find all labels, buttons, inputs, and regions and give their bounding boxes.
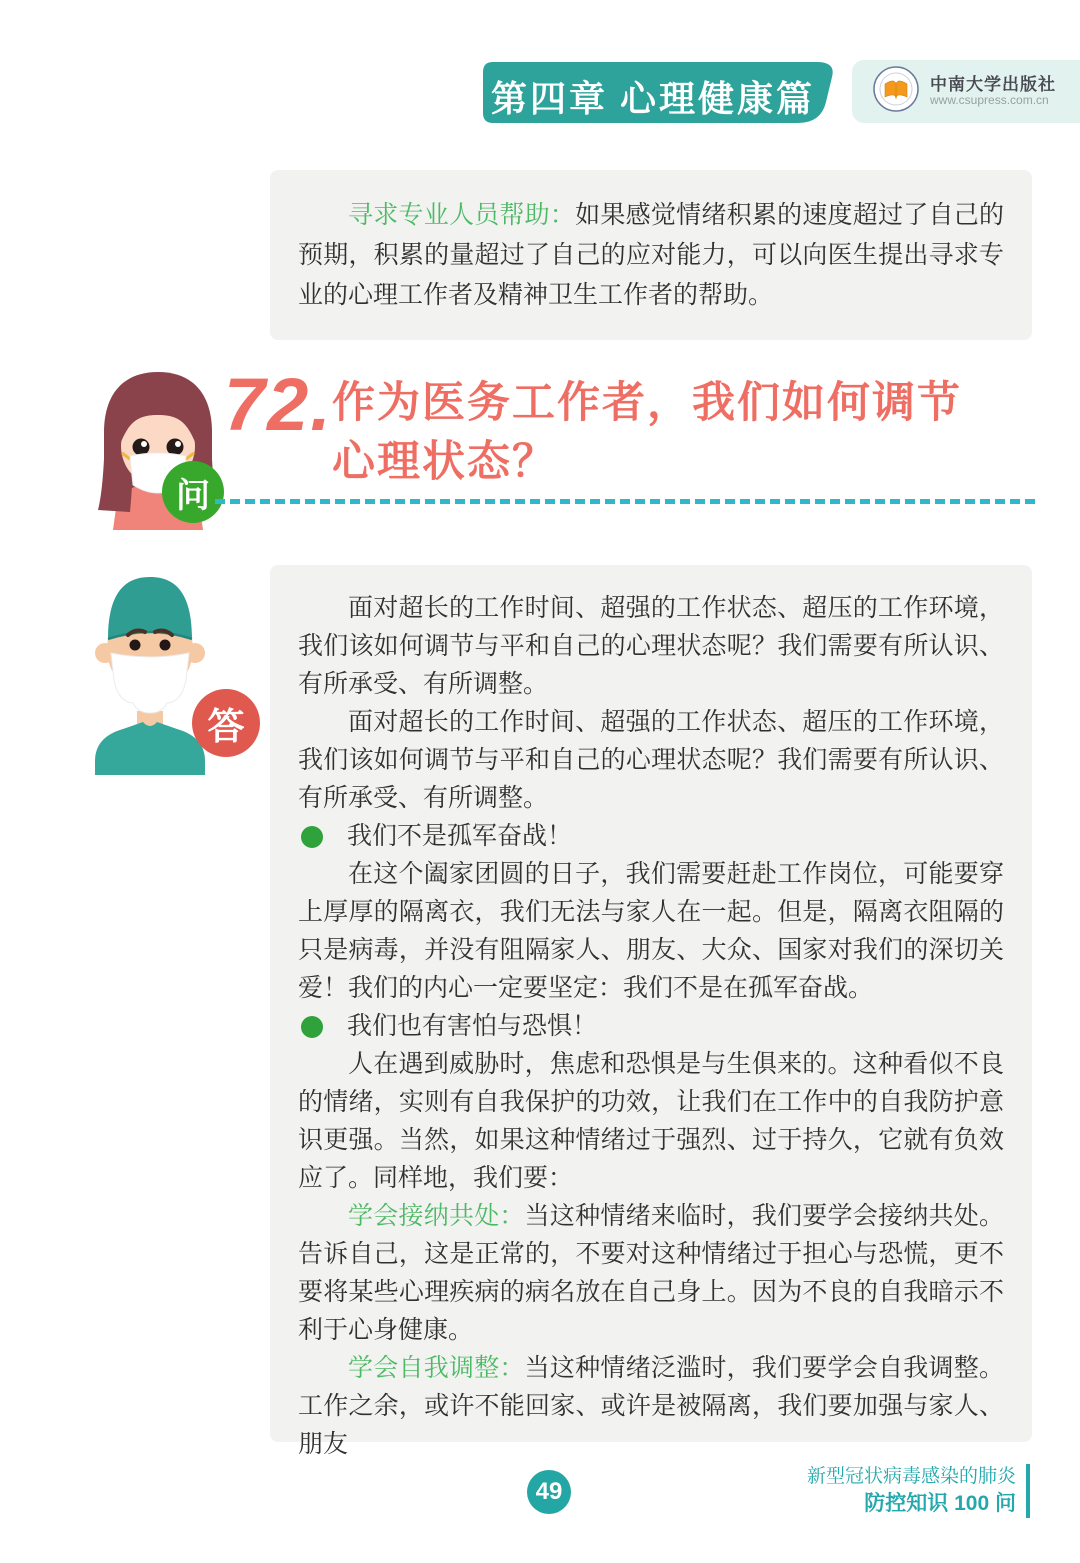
bullet-point (298, 818, 1004, 856)
advice-paragraph (298, 1198, 1004, 1350)
publisher-seal-icon (872, 65, 920, 118)
bullet-point (298, 1008, 1004, 1046)
bullet-body: 在这个阖家团圆的日子，我们需要赶赴工作岗位，可能要穿上厚厚的隔离衣，我们无法与家人在一起。但是，隔离衣阻隔的只是病毒，并没有阻隔家人、朋友、大众、国家对我们的深切关爱！我们的内心一定要坚定：我们不是在孤军奋战。 (298, 861, 1004, 1002)
publisher-url: www.csupress.com.cn (930, 93, 1049, 108)
tip-label: 寻求专业人员帮助： (348, 202, 576, 229)
tip-paragraph (298, 196, 1004, 316)
question-title-line1: 作为医务工作者，我们如何调节 (332, 379, 962, 427)
question-title (332, 374, 1032, 492)
bullet-dot-icon (301, 826, 323, 848)
dashed-divider (215, 499, 1035, 504)
bullet-dot-icon (301, 1016, 323, 1038)
book-title-line2: 防控知识 100 问 (864, 1492, 1016, 1515)
advice-paragraph (298, 1350, 1004, 1464)
bullet-title: 我们也有害怕与恐惧！ (347, 1013, 598, 1040)
chapter-title: 第四章 心理健康篇 (490, 79, 815, 119)
publisher-plate (852, 60, 1080, 123)
answer-paragraph: 面对超长的工作时间、超强的工作状态、超压的工作环境，我们该如何调节与平和自己的心理状态呢？我们需要有所认识、有所承受、有所调整。 (298, 709, 1004, 812)
advice-text: 当这种情绪泛滥时，我们要学会自我调整。工作之余，或许不能回家、或许是被隔离，我们要加强与家人、朋友 (298, 1355, 1004, 1458)
page-number-badge: 49 (527, 1470, 571, 1514)
ask-badge: 问 (162, 461, 224, 523)
book-title (807, 1464, 1030, 1518)
answer-box (270, 565, 1032, 1458)
book-title-line1: 新型冠状病毒感染的肺炎 (806, 1466, 1016, 1487)
advice-label: 学会接纳共处： (348, 1203, 525, 1230)
publisher-name: 中南大学出版社 (930, 74, 1056, 94)
answer-badge: 答 (192, 689, 260, 757)
question-number: 72. (224, 363, 333, 446)
question-title-line2: 心理状态？ (332, 438, 557, 486)
answer-paragraph: 面对超长的工作时间、超强的工作状态、超压的工作环境，我们该如何调节与平和自己的心理状态呢？我们需要有所认识、有所承受、有所调整。 (298, 595, 1004, 698)
bullet-title: 我们不是孤军奋战！ (347, 823, 573, 850)
advice-text: 当这种情绪来临时，我们要学会接纳共处。告诉自己，这是正常的，不要对这种情绪过于担心与恐慌，更不要将某些心理疾病的病名放在自己身上。因为不良的自我暗示不利于心身健康。 (298, 1203, 1004, 1344)
tip-box (270, 170, 1032, 340)
chapter-banner (483, 62, 846, 123)
bullet-body: 人在遇到威胁时，焦虑和恐惧是与生俱来的。这种看似不良的情绪，实则有自我保护的功效，让我们在工作中的自我防护意识更强。当然，如果这种情绪过于强烈、过于持久，它就有负效应了。同样地，我们要： (298, 1051, 1004, 1192)
tip-text: 如果感觉情绪积累的速度超过了自己的预期，积累的量超过了自己的应对能力，可以向医生提出寻求专业的心理工作者及精神卫生工作者的帮助。 (298, 202, 1004, 309)
advice-label: 学会自我调整： (348, 1355, 525, 1382)
